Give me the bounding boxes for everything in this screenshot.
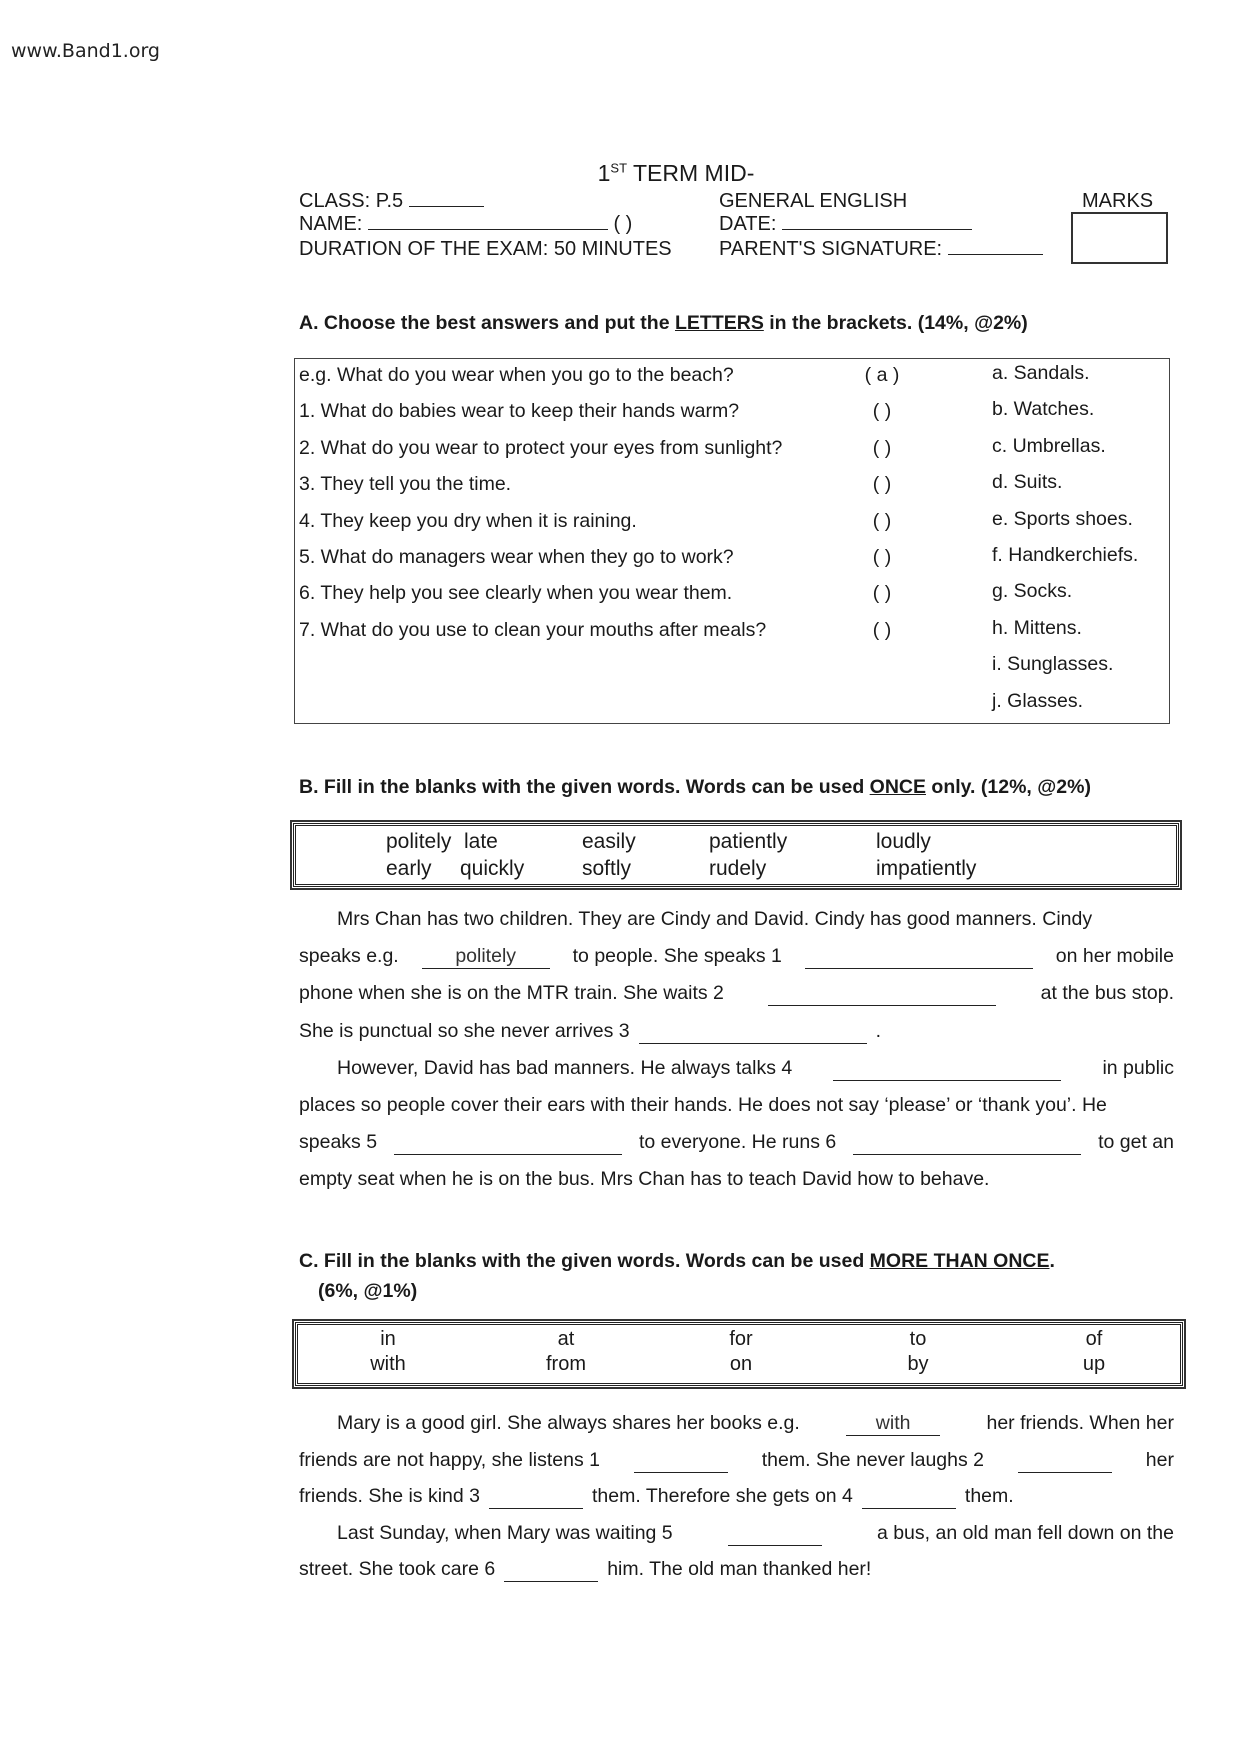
answer-option: j. Glasses. (992, 689, 1084, 712)
exam-title (0, 160, 1240, 187)
word-option: from (546, 1353, 586, 1375)
date-field (719, 213, 972, 236)
class-field (299, 190, 484, 213)
example-answer-blank[interactable]: with (846, 1412, 940, 1436)
word-option: by (907, 1353, 929, 1375)
passage-line (299, 908, 1174, 931)
passage-text: to get an (1098, 1131, 1174, 1154)
passage-text: . (875, 1019, 882, 1042)
answer-bracket[interactable]: ( ) (872, 473, 892, 496)
answer-bracket[interactable]: ( ) (872, 618, 892, 641)
date-label: DATE: (719, 213, 777, 235)
answer-blank[interactable] (1018, 1449, 1112, 1473)
passage-text: on her mobile (1055, 945, 1174, 968)
word-option: patiently (709, 830, 788, 853)
answer-blank[interactable] (639, 1020, 867, 1044)
question-text: 3. They tell you the time. (299, 473, 512, 496)
title-superscript: ST (610, 160, 628, 176)
word-option: softly (582, 857, 632, 880)
heading-text: in the brackets. (14%, @2%) (763, 312, 1028, 334)
passage-text: Last Sunday, when Mary was waiting 5 (337, 1521, 673, 1544)
class-number-bracket: ( ) (613, 213, 633, 235)
heading-text: B. Fill in the blanks with the given words. Words can be used (299, 776, 870, 798)
word-option: in (380, 1328, 396, 1350)
question-text: 1. What do babies wear to keep their hands warm? (299, 400, 740, 423)
passage-text: Mrs Chan has two children. They are Cindy and David. Cindy has good manners. Cindy (337, 908, 1093, 930)
word-option: up (1082, 1353, 1106, 1375)
passage-line (299, 945, 1174, 969)
answer-blank[interactable] (489, 1485, 583, 1509)
marks-box (1071, 212, 1168, 264)
word-option: with (370, 1353, 406, 1375)
section-c-word-box (295, 1322, 1183, 1386)
passage-text: Mary is a good girl. She always shares her books e.g. (337, 1412, 800, 1434)
word-option: for (729, 1328, 753, 1350)
answer-option: i. Sunglasses. (992, 653, 1114, 676)
answer-blank[interactable] (862, 1485, 956, 1509)
answer-bracket[interactable]: ( ) (872, 400, 892, 423)
example-answer-blank[interactable]: politely (422, 945, 550, 969)
answer-bracket[interactable]: ( a ) (864, 364, 900, 386)
subject: GENERAL ENGLISH (719, 190, 908, 212)
passage-line (299, 1449, 1174, 1473)
passage-text: phone when she is on the MTR train. She waits 2 (299, 982, 724, 1005)
word-option: on (729, 1353, 753, 1375)
question-text: 2. What do you wear to protect your eyes from sunlight? (299, 436, 783, 459)
answer-blank[interactable] (394, 1131, 622, 1155)
passage-line (299, 1412, 1174, 1436)
passage-line (299, 982, 1174, 1006)
signature-field (719, 238, 1043, 261)
passage-text: to everyone. He runs 6 (638, 1131, 837, 1154)
answer-option: d. Suits. (992, 471, 1063, 494)
word-option: politely (386, 830, 452, 853)
site-watermark: www.Band1.org (11, 40, 160, 62)
heading-text: C. Fill in the blanks with the given words. Words can be used (299, 1250, 870, 1272)
answer-bracket[interactable]: ( ) (872, 436, 892, 459)
title-number: 1 (597, 160, 611, 186)
word-option: impatiently (876, 857, 977, 880)
word-option: rudely (709, 857, 767, 880)
passage-text: him. The old man thanked her! (607, 1558, 872, 1580)
heading-text: A. Choose the best answers and put the (299, 312, 675, 334)
answer-blank[interactable] (833, 1057, 1061, 1081)
answer-bracket[interactable]: ( ) (872, 509, 892, 532)
section-a-table (294, 358, 1170, 724)
name-field (299, 213, 632, 236)
question-text: 7. What do you use to clean your mouths after meals? (299, 618, 767, 641)
word-option: early (386, 857, 432, 880)
answer-blank[interactable] (634, 1449, 728, 1473)
passage-line (299, 1094, 1174, 1117)
passage-text: speaks e.g. (299, 945, 399, 968)
answer-blank[interactable] (805, 945, 1033, 969)
passage-text: in public (1102, 1056, 1174, 1079)
passage-line (299, 1020, 1174, 1044)
heading-text: only. (12%, @2%) (926, 776, 1091, 798)
name-blank[interactable] (368, 213, 608, 230)
marks-label: MARKS (1082, 190, 1154, 212)
passage-text: them. Therefore she gets on 4 (592, 1485, 853, 1507)
heading-emphasis: ONCE (869, 776, 926, 798)
word-option: late (464, 830, 498, 853)
passage-text: her friends. When her (986, 1412, 1174, 1434)
passage-text: friends are not happy, she listens 1 (299, 1448, 600, 1471)
question-text: 6. They help you see clearly when you wear them. (299, 582, 733, 605)
answer-option: b. Watches. (992, 398, 1095, 421)
passage-text: at the bus stop. (1040, 982, 1174, 1005)
passage-line (299, 1522, 1174, 1546)
title-text: TERM MID- (627, 160, 755, 186)
word-option: to (909, 1328, 927, 1350)
answer-bracket[interactable]: ( ) (872, 546, 892, 568)
word-option: at (557, 1328, 575, 1350)
passage-line (299, 1057, 1174, 1081)
passage-line (299, 1168, 1174, 1191)
answer-option: g. Socks. (992, 580, 1073, 603)
passage-text: her (1145, 1448, 1174, 1471)
signature-blank[interactable] (948, 238, 1043, 255)
answer-blank[interactable] (853, 1131, 1081, 1155)
passage-line (299, 1485, 1174, 1509)
duration: DURATION OF THE EXAM: 50 MINUTES (299, 238, 672, 260)
answer-blank[interactable] (768, 982, 996, 1006)
section-c-marks: (6%, @1%) (318, 1280, 418, 1302)
question-text: 4. They keep you dry when it is raining. (299, 509, 637, 532)
section-b-word-box (293, 823, 1179, 887)
passage-text: However, David has bad manners. He always talks 4 (337, 1056, 793, 1079)
heading-emphasis: MORE THAN ONCE (869, 1250, 1050, 1272)
section-c-heading (299, 1250, 1055, 1273)
word-option: quickly (460, 857, 525, 880)
answer-blank[interactable] (728, 1522, 822, 1546)
word-option: easily (582, 830, 636, 853)
passage-line (299, 1131, 1174, 1155)
passage-text: speaks 5 (299, 1131, 378, 1154)
passage-text: them. (964, 1485, 1014, 1507)
answer-option: e. Sports shoes. (992, 507, 1133, 530)
name-label: NAME: (299, 213, 363, 235)
word-option: of (1085, 1328, 1103, 1350)
class-label: CLASS: P.5 (299, 190, 404, 212)
heading-text: . (1049, 1250, 1055, 1272)
question-text: e.g. What do you wear when you go to the beach? (299, 364, 734, 386)
answer-option: a. Sandals. (992, 362, 1090, 384)
heading-emphasis: LETTERS (674, 312, 764, 334)
passage-text: street. She took care 6 (299, 1558, 496, 1580)
passage-line (299, 1558, 1174, 1582)
passage-text: places so people cover their ears with their hands. He does not say ‘please’ or ‘thank you’. He (299, 1094, 1107, 1116)
passage-text: a bus, an old man fell down on the (876, 1521, 1174, 1544)
section-b-heading (299, 776, 1091, 799)
question-text: 5. What do managers wear when they go to work? (299, 546, 734, 568)
class-blank[interactable] (409, 190, 484, 207)
passage-text: to people. She speaks 1 (572, 945, 782, 968)
passage-text: empty seat when he is on the bus. Mrs Chan has to teach David how to behave. (299, 1168, 990, 1191)
answer-option: f. Handkerchiefs. (992, 544, 1139, 566)
answer-bracket[interactable]: ( ) (872, 582, 892, 605)
passage-text: friends. She is kind 3 (299, 1485, 481, 1507)
passage-text: them. She never laughs 2 (761, 1448, 984, 1471)
section-a-heading (299, 312, 1028, 335)
date-blank[interactable] (782, 213, 972, 230)
answer-blank[interactable] (504, 1558, 598, 1582)
answer-option: h. Mittens. (992, 616, 1082, 639)
word-option: loudly (876, 830, 931, 853)
signature-label: PARENT'S SIGNATURE: (719, 238, 943, 260)
answer-option: c. Umbrellas. (992, 434, 1106, 457)
passage-text: She is punctual so she never arrives 3 (299, 1019, 630, 1042)
